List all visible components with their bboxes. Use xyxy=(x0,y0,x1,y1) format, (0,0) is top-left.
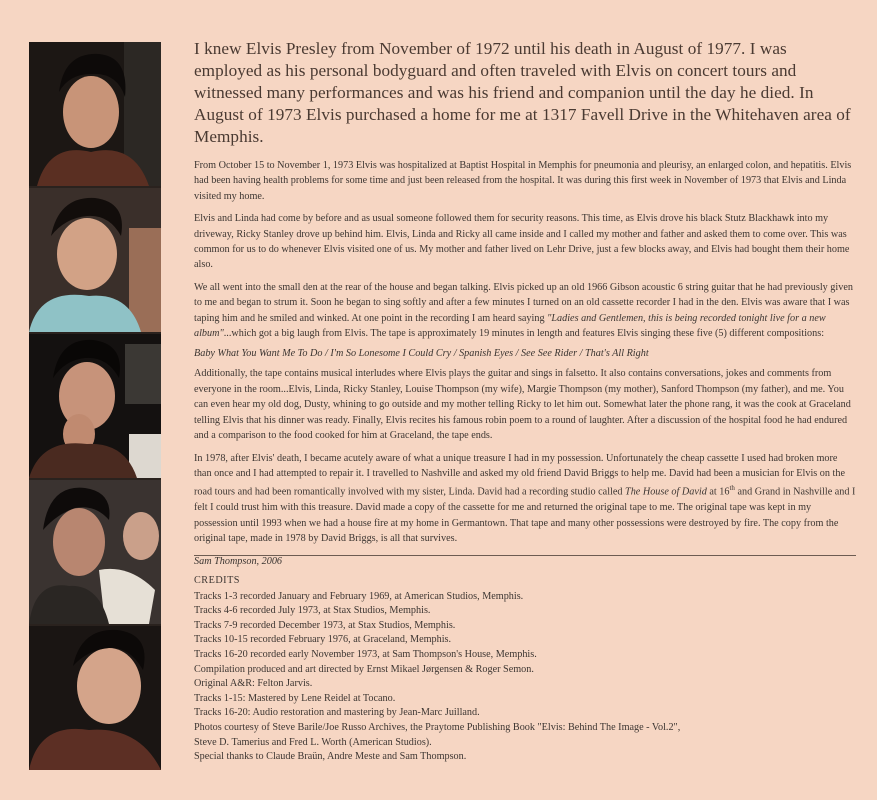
paragraph-visit: Elvis and Linda had come by before and as usual someone followed them for security reasons. This time, as Elvis drove his black Stutz Blackhawk into my driveway, Ricky Stanley drove up behind him. Elvis, Linda and Ricky all came inside and I called my mother and father and asked them to come over. This was common for us to do whenever Elvis visited one of us. My mother and father lived on Lehr Drive, just a few blocks away, and Elvis had bought them their home also. xyxy=(194,213,850,271)
recording-text-b: ...which got a big laugh from Elvis. The tape is approximately 19 minutes in length and features Elvis singing these five (5) different compositions: xyxy=(223,328,825,340)
studio-name: The House of David xyxy=(625,486,707,498)
credit-line: Tracks 16-20 recorded early November 1973, at Sam Thompson's House, Memphis. xyxy=(194,648,537,660)
paragraph-history xyxy=(194,451,856,547)
credit-line: Tracks 1-15: Mastered by Lene Reidel at Tocano. xyxy=(194,692,396,704)
photo-strip xyxy=(29,42,161,770)
ordinal-suffix: th xyxy=(729,484,735,493)
credit-line: Tracks 7-9 recorded December 1973, at Stax Studios, Memphis. xyxy=(194,619,456,631)
paragraph-tape-contents: Additionally, the tape contains musical interludes where Elvis plays the guitar and sings in falsetto. It also contains conversations, jokes and comments from everyone in the room...Elvis, Linda, Ricky Stanley, Louise Thompson (my wife), Margie Thompson (my mother), Sanford Thompson (my father), and me. You can even hear my old dog, Dusty, whining to go outside and my mother telling Ricky to let him out. Somewhat later the phone rang, it was the cook at Graceland telling Elvis that his dinner was ready. Finally, Elvis recites his famous robin poem to a round of laughter. After a discussion of the hospital food he had endured and a comparison to the food cooked for him at Graceland, the tape ends. xyxy=(194,368,851,442)
signature: Sam Thompson, 2006 xyxy=(194,556,283,568)
photo-1 xyxy=(29,42,161,186)
photo-4 xyxy=(29,480,161,624)
photo-2 xyxy=(29,188,161,332)
credits-section xyxy=(194,574,856,765)
history-text-c: and Grand in Nashville and I felt I could trust him with this treasure. David made a copy of the cassette for me and returned the original tape to me. The original tape was kept in my possession until 1993 when we had a house fire at my home in Germantown. That tape and many other possessions were destroyed by fire. The copy from the original tape, made in 1978 by David Briggs, is all that survives. xyxy=(194,486,856,544)
history-text-a: In 1978, after Elvis' death, I became acutely aware of what a unique treasure I had in my possession. Unfortunately the cheap cassette I used had broken more than once and I had attempted to repair it. I travelled to Nashville and asked my old friend David Briggs to help me. David had been a musician for Elvis on the road tours and had been romantically involved with my sister, Linda. David had a recording studio called xyxy=(194,452,845,498)
credit-line: Special thanks to Claude Braün, Andre Meste and Sam Thompson. xyxy=(194,751,467,763)
song-list: Baby What You Want Me To Do / I'm So Lonesome I Could Cry / Spanish Eyes / See See Rider / That's All Right xyxy=(194,348,649,360)
intro-paragraph: I knew Elvis Presley from November of 1972 until his death in August of 1977. I was employed as his personal bodyguard and often traveled with Elvis on concert tours and witnessed many performances and was his friend and companion until the day he died. In August of 1973 Elvis purchased a home for me at 1317 Favell Drive in the Whitehaven area of Memphis. xyxy=(194,39,851,146)
recording-quote: "Ladies and Gentlemen, this is being recorded tonight live for a new album" xyxy=(194,312,826,340)
paragraph-recording xyxy=(194,280,856,342)
paragraph-hospital: From October 15 to November 1, 1973 Elvis was hospitalized at Baptist Hospital in Memphis for pneumonia and pleurisy, an enlarged colon, and hepatitis. Elvis had been having health problems for some time and just been released from the hospital. It was during this first week in November of 1973 that Elvis and Linda visited my home. xyxy=(194,160,852,202)
credit-line: Photos courtesy of Steve Barile/Joe Russo Archives, the Praytome Publishing Book "Elvis: Behind The Image - Vol.2", xyxy=(194,721,681,733)
recording-text-a: We all went into the small den at the rear of the house and began talking. Elvis picked up an old 1966 Gibson acoustic 6 string guitar that he had previously given to me and began to strum it. Soon he began to sing softly and after a few minutes I turned on an old cassette recorder I had in the den. Elvis was aware that I was taping him and he smiled and winked. At one point in the recording I am heard saying xyxy=(194,281,853,324)
credit-line: Tracks 10-15 recorded February 1976, at Graceland, Memphis. xyxy=(194,634,452,646)
history-text-b: at 16 xyxy=(706,486,730,498)
divider xyxy=(194,555,856,556)
liner-notes xyxy=(194,38,856,567)
credit-line: Steve D. Tamerius and Fred L. Worth (American Studios). xyxy=(194,736,432,748)
credit-line: Tracks 4-6 recorded July 1973, at Stax Studios, Memphis. xyxy=(194,605,431,617)
credit-line: Tracks 16-20: Audio restoration and mastering by Jean-Marc Juilland. xyxy=(194,707,480,719)
photo-3 xyxy=(29,334,161,478)
credits-title: CREDITS xyxy=(194,575,240,586)
credit-line: Compilation produced and art directed by Ernst Mikael Jørgensen & Roger Semon. xyxy=(194,663,534,675)
credit-line: Tracks 1-3 recorded January and February 1969, at American Studios, Memphis. xyxy=(194,590,524,602)
photo-5 xyxy=(29,626,161,770)
credit-line: Original A&R: Felton Jarvis. xyxy=(194,678,313,690)
